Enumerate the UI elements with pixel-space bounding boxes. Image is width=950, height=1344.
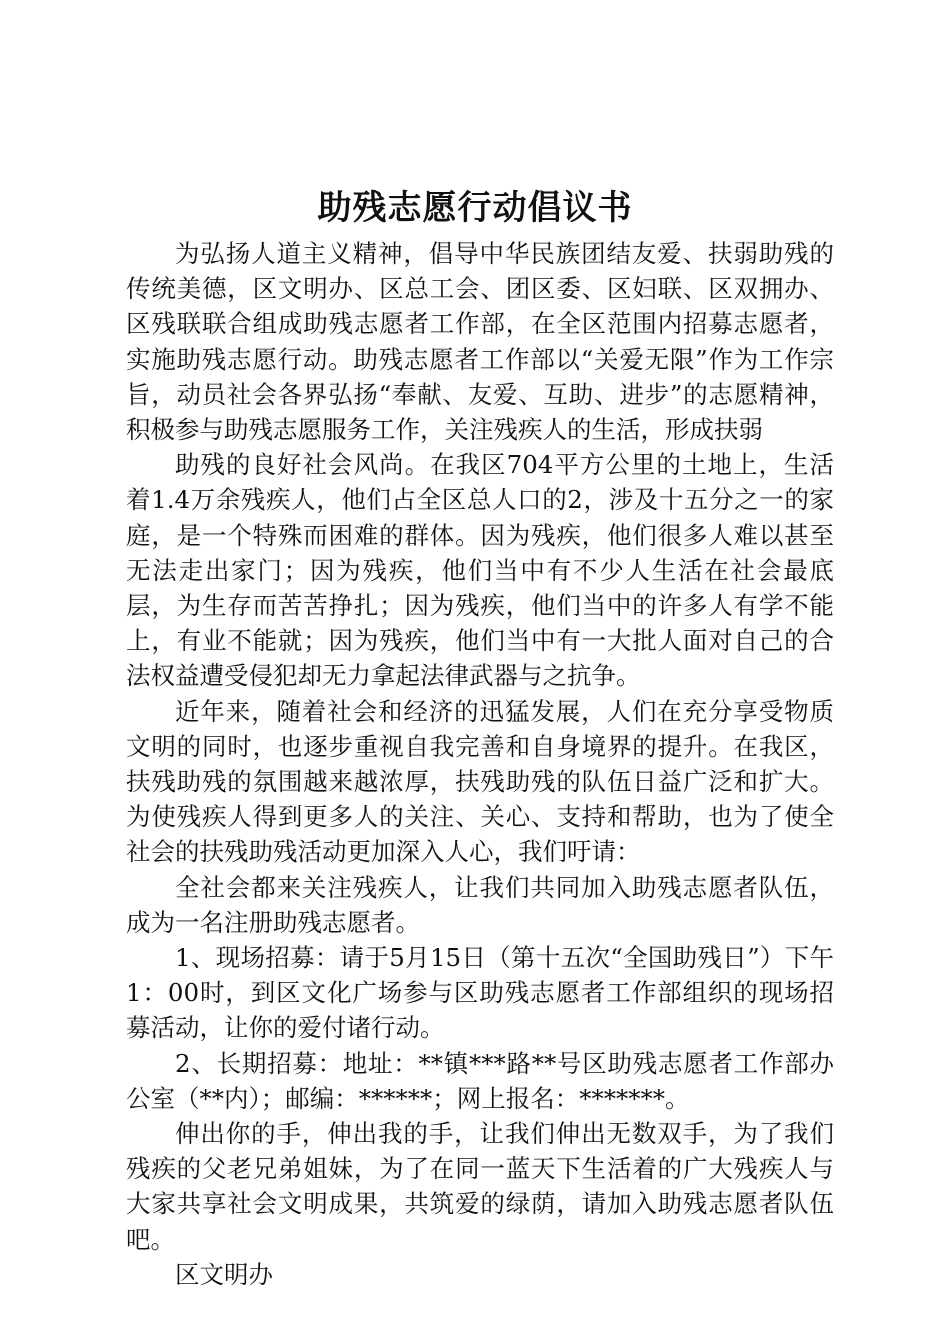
- paragraph-onsite-recruitment: 1、现场招募：请于5月15日（第十五次“全国助残日”）下午1：00时，到区文化广场参与区助残志愿者工作部组织的现场招募活动，让你的爱付诸行动。: [126, 943, 834, 1043]
- signature: 区文明办: [175, 1259, 273, 1289]
- paragraph-closing: 伸出你的手，伸出我的手，让我们伸出无数双手，为了我们残疾的父老兄弟姐妹，为了在同一蓝天下生活着的广大残疾人与大家共享社会文明成果，共筑爱的绿荫，请加入助残志愿者队伍吧。: [126, 1119, 834, 1254]
- paragraph-long-term-recruitment: 2、长期招募：地址：**镇***路**号区助残志愿者工作部办公室（**内）；邮编：******；网上报名：*******。: [126, 1048, 834, 1113]
- document-title: 助残志愿行动倡议书: [317, 188, 633, 228]
- paragraph-situation: 助残的良好社会风尚。在我区704平方公里的土地上，生活着1.4万余残疾人，他们占全区总人口的2，涉及十五分之一的家庭，是一个特殊而困难的群体。因为残疾，他们很多人难以甚至无法走出家门；因为残疾，他们当中有不少人生活在社会最底层，为生存而苦苦挣扎；因为残疾，他们当中的许多人有学不能上，有业不能就；因为残疾，他们当中有一大批人面对自己的合法权益遭受侵犯却无力拿起法律武器与之抗争。: [126, 450, 834, 691]
- document-body: [126, 236, 834, 1292]
- paragraph-call: 全社会都来关注残疾人，让我们共同加入助残志愿者队伍，成为一名注册助残志愿者。: [126, 872, 834, 937]
- paragraph-intro: 为弘扬人道主义精神，倡导中华民族团结友爱、扶弱助残的传统美德，区文明办、区总工会、团区委、区妇联、区双拥办、区残联联合组成助残志愿者工作部，在全区范围内招募志愿者，实施助残志愿行动。助残志愿者工作部以“关爱无限”作为工作宗旨，动员社会各界弘扬“奉献、友爱、互助、进步”的志愿精神，积极参与助残志愿服务工作，关注残疾人的生活，形成扶弱: [126, 239, 834, 445]
- paragraph-appeal: 近年来，随着社会和经济的迅猛发展，人们在充分享受物质文明的同时，也逐步重视自我完善和自身境界的提升。在我区，扶残助残的氛围越来越浓厚，扶残助残的队伍日益广泛和扩大。为使残疾人得到更多人的关注、关心、支持和帮助，也为了使全社会的扶残助残活动更加深入人心，我们吁请：: [126, 696, 834, 867]
